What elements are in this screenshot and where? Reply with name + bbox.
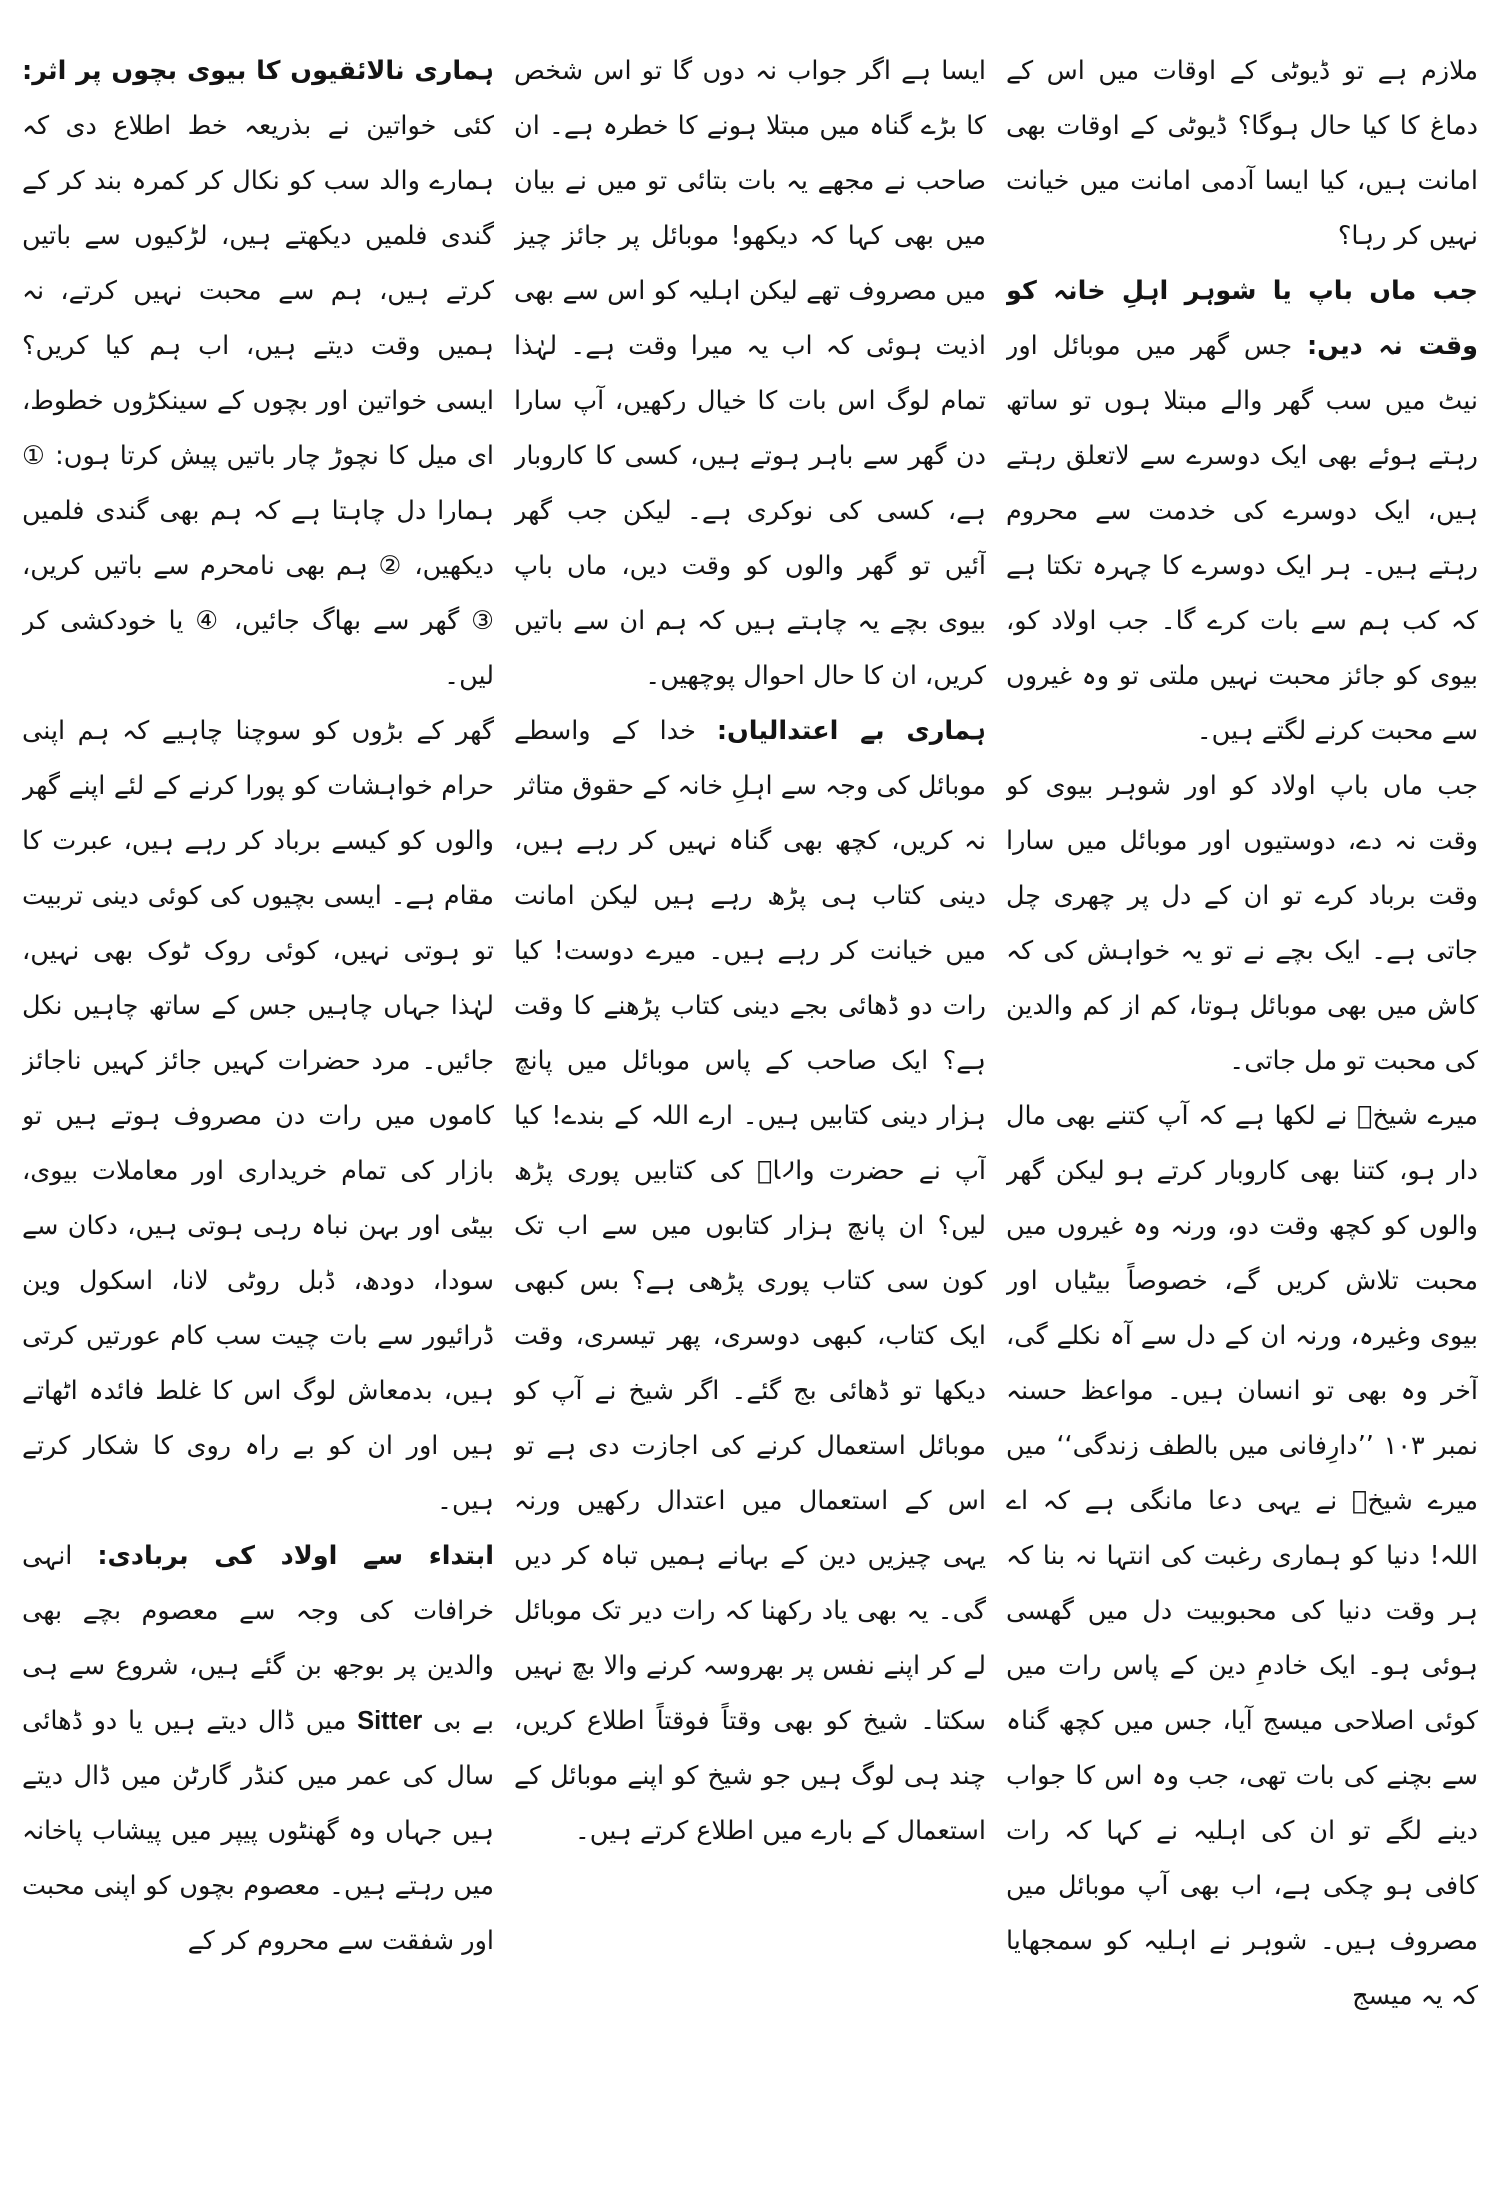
latin-word: Sitter [357,1707,423,1735]
paragraph-text: میں ڈال دیتے ہیں یا دو ڈھائی سال کی عمر میں کنڈر گارٹن میں ڈال دیتے ہیں جہاں وہ گھنٹوں پیپر میں پیشاب پاخانہ میں رہتے ہیں۔ معصوم بچوں کو اپنی محبت اور شفقت سے محروم کر کے [22,1706,494,1956]
paragraph: گھر کے بڑوں کو سوچنا چاہیے کہ ہم اپنی حرام خواہشات کو پورا کرنے کے لئے اپنے گھر والوں کو کیسے برباد کر رہے ہیں، عبرت کا مقام ہے۔ ایسی بچیوں کی کوئی دینی تربیت تو ہوتی نہیں، کوئی روک ٹوک بھی نہیں، لہٰذا جہاں چاہیں جس کے ساتھ چاہیں نکل جائیں۔ مرد حضرات کہیں جائز کہیں ناجائز کاموں میں رات دن مصروف ہوتے ہیں تو بازار کی تمام خریداری اور معاملات بیوی، بیٹی اور بہن نباہ رہی ہوتی ہیں، دکان سے سودا، دودھ، ڈبل روٹی لانا، اسکول وین ڈرائیور سے بات چیت سب کام عورتیں کرتی ہیں، بدمعاش لوگ اس کا غلط فائدہ اٹھاتے ہیں اور ان کو بے راہ روی کا شکار کرتے ہیں۔ [22,716,494,1516]
column-right [1006,44,1478,2184]
section-heading: ہماری نالائقیوں کا بیوی بچوں پر اثر: [22,56,494,86]
section-heading: ہماری بے اعتدالیاں: [716,716,986,746]
section-heading: جب ماں باپ یا شوہر اہلِ خانہ کو وقت نہ دیں: [1006,276,1478,361]
paragraph: میرے شیخؒ نے لکھا ہے کہ آپ کتنے بھی مال دار ہو، کتنا بھی کاروبار کرتے ہو لیکن گھر والوں کو کچھ وقت دو، ورنہ وہ غیروں میں محبت تلاش کریں گے، خصوصاً بیٹیاں اور بیوی وغیرہ، ورنہ ان کے دل سے آہ نکلے گی، آخر وہ بھی تو انسان ہیں۔ مواعظ حسنہ نمبر ۱۰۳ ’’دارِفانی میں بالطف زندگی‘‘ میں میرے شیخؒ نے یہی دعا مانگی ہے کہ اے اللہ! دنیا کو ہماری رغبت کی انتہا نہ بنا کہ ہر وقت دنیا کی محبوبیت دل میں گھسی ہوئی ہو۔ ایک خادمِ دین کے پاس رات میں کوئی اصلاحی میسج آیا، جس میں کچھ گناہ سے بچنے کی بات تھی، جب وہ اس کا جواب دینے لگے تو ان کی اہلیہ نے کہا کہ رات کافی ہو چکی ہے، اب بھی آپ موبائل میں مصروف ہیں۔ شوہر نے اہلیہ کو سمجھایا کہ یہ میسج [1006,1101,1478,2011]
paragraph: ایسا ہے اگر جواب نہ دوں گا تو اس شخص کا بڑے گناہ میں مبتلا ہونے کا خطرہ ہے۔ ان صاحب نے مجھے یہ بات بتائی تو میں نے بیان میں بھی کہا کہ دیکھو! موبائل پر جائز چیز میں مصروف تھے لیکن اہلیہ کو اس سے بھی اذیت ہوئی کہ اب یہ میرا وقت ہے۔ لہٰذا تمام لوگ اس بات کا خیال رکھیں، آپ سارا دن گھر سے باہر ہوتے ہیں، کسی کا کاروبار ہے، کسی کی نوکری ہے۔ لیکن جب گھر آئیں تو گھر والوں کو وقت دیں، ماں باپ بیوی بچے یہ چاہتے ہیں کہ ہم ان سے باتیں کریں، ان کا حال احوال پوچھیں۔ [514,56,986,691]
paragraph-with-heading [22,44,494,704]
paragraph-text: انہی خرافات کی وجہ سے معصوم بچے بھی والدین پر بوجھ بن گئے ہیں، شروع سے ہی بے بی [22,1541,494,1736]
paragraph-text: جس گھر میں موبائل اور نیٹ میں سب گھر والے مبتلا ہوں تو ساتھ رہتے ہوئے بھی ایک دوسرے سے لاتعلق رہتے ہیں، ایک دوسرے کی خدمت سے محروم رہتے ہیں۔ ہر ایک دوسرے کا چہرہ تکتا ہے کہ کب ہم سے بات کرے گا۔ جب اولاد کو، بیوی کو جائز محبت نہیں ملتی تو وہ غیروں سے محبت کرنے لگتے ہیں۔ [1006,331,1478,746]
paragraph-with-heading [22,1529,494,1969]
paragraph: جب ماں باپ اولاد کو اور شوہر بیوی کو وقت نہ دے، دوستیوں اور موبائل میں سارا وقت برباد کرے تو ان کے دل پر چھری چل جاتی ہے۔ ایک بچے نے تو یہ خواہش کی کہ کاش میں بھی موبائل ہوتا، کم از کم والدین کی محبت تو مل جاتی۔ [1006,771,1478,1076]
paragraph-text: کئی خواتین نے بذریعہ خط اطلاع دی کہ ہمارے والد سب کو نکال کر کمرہ بند کر کے گندی فلمیں دیکھتے ہیں، لڑکیوں سے باتیں کرتے ہیں، ہم سے محبت نہیں کرتے، نہ ہمیں وقت دیتے ہیں، اب ہم کیا کریں؟ ایسی خواتین اور بچوں کے سینکڑوں خطوط، ای میل کا نچوڑ چار باتیں پیش کرتا ہوں: ① ہمارا دل چاہتا ہے کہ ہم بھی گندی فلمیں دیکھیں، ② ہم بھی نامحرم سے باتیں کریں، ③ گھر سے بھاگ جائیں، ④ یا خودکشی کر لیں۔ [22,111,494,691]
paragraph-with-heading [514,704,986,1859]
column-left [22,44,494,2184]
column-middle [514,44,986,2184]
paragraph-with-heading [1006,264,1478,759]
section-heading: ابتداء سے اولاد کی بربادی: [97,1541,494,1571]
paragraph-text: خدا کے واسطے موبائل کی وجہ سے اہلِ خانہ کے حقوق متاثر نہ کریں، کچھ بھی گناہ نہیں کر رہے ہیں، دینی کتاب ہی پڑھ رہے ہیں لیکن امانت میں خیانت کر رہے ہیں۔ میرے دوست! کیا رات دو ڈھائی بجے دینی کتاب پڑھنے کا وقت ہے؟ ایک صاحب کے پاس موبائل میں پانچ ہزار دینی کتابیں ہیں۔ ارے اللہ کے بندے! کیا آپ نے حضرت والاؒ کی کتابیں پوری پڑھ لیں؟ ان پانچ ہزار کتابوں میں سے اب تک کون سی کتاب پوری پڑھی ہے؟ بس کبھی ایک کتاب، کبھی دوسری، پھر تیسری، وقت دیکھا تو ڈھائی بج گئے۔ اگر شیخ نے آپ کو موبائل استعمال کرنے کی اجازت دی ہے تو اس کے استعمال میں اعتدال رکھیں ورنہ یہی چیزیں دین کے بہانے ہمیں تباہ کر دیں گی۔ یہ بھی یاد رکھنا کہ رات دیر تک موبائل لے کر اپنے نفس پر بھروسہ کرنے والا بچ نہیں سکتا۔ شیخ کو بھی وقتاً فوقتاً اطلاع کریں، چند ہی لوگ ہیں جو شیخ کو اپنے موبائل کے استعمال کے بارے میں اطلاع کرتے ہیں۔ [514,716,986,1846]
paragraph: ملازم ہے تو ڈیوٹی کے اوقات میں اس کے دماغ کا کیا حال ہوگا؟ ڈیوٹی کے اوقات بھی امانت ہیں، کیا ایسا آدمی امانت میں خیانت نہیں کر رہا؟ [1006,56,1478,251]
text-columns [22,44,1478,2180]
